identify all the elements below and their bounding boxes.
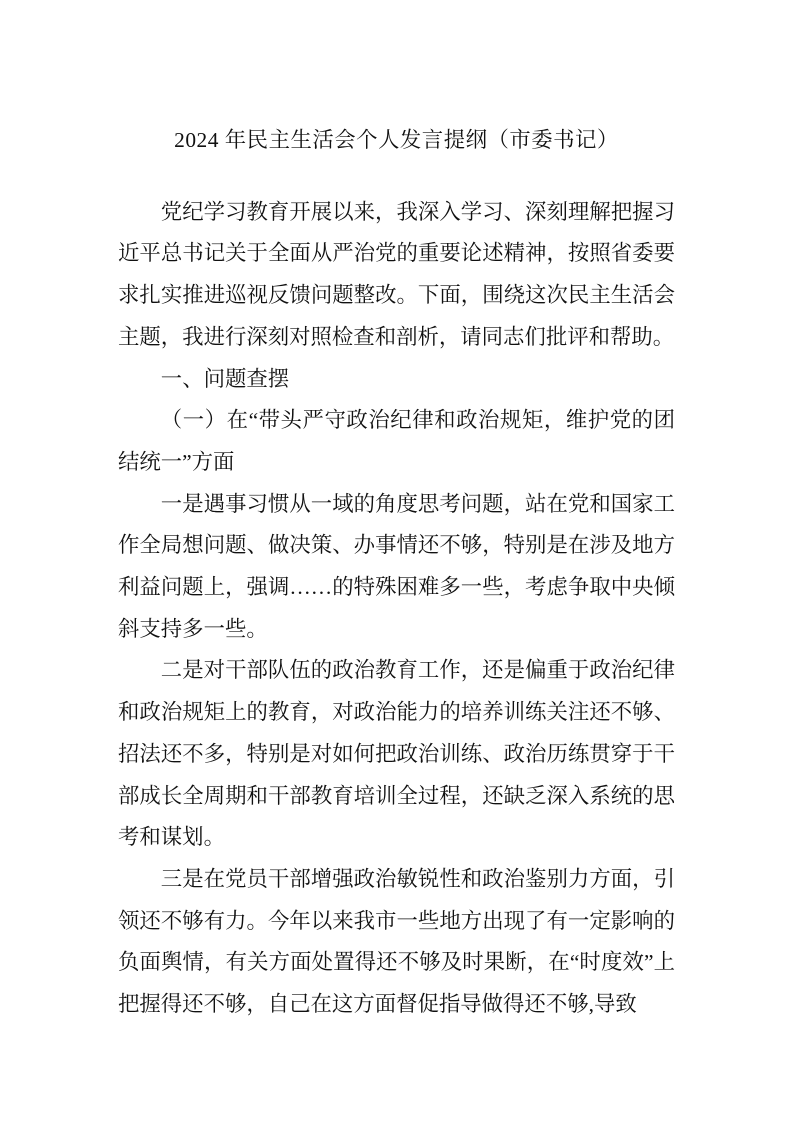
paragraph-intro: 党纪学习教育开展以来，我深入学习、深刻理解把握习近平总书记关于全面从严治党的重要论述精神，按照省委要求扎实推进巡视反馈问题整改。下面，围绕这次民主生活会主题，我进行深刻对照检查和剖析，请同志们批评和帮助。 [118,199,675,349]
subsection-heading-political-discipline: （一）在“带头严守政治纪律和政治规矩，维护党的团结统一”方面 [118,408,675,474]
document-title: 2024 年民主生活会个人发言提纲（市委书记） [174,128,619,152]
paragraph-issue-three: 三是在党员干部增强政治敏锐性和政治鉴别力方面，引领还不够有力。今年以来我市一些地方出现了有一定影响的负面舆情，有关方面处置得还不够及时果断，在“时度效”上把握得还不够，自己在这方面督促指导做得还不够,导致 [118,866,675,1017]
section-heading-problems: 一、问题查摆 [160,366,290,391]
paragraph-issue-one: 一是遇事习惯从一域的角度思考问题，站在党和国家工作全局想问题、做决策、办事情还不够，特别是在涉及地方利益问题上，强调……的特殊困难多一些，考虑争取中央倾斜支持多一些。 [118,491,675,641]
paragraph-issue-two: 二是对干部队伍的政治教育工作，还是偏重于政治纪律和政治规矩上的教育，对政治能力的培养训练关注还不够、招法还不多，特别是对如何把政治训练、政治历练贯穿于干部成长全周期和干部教育培训全过程，还缺乏深入系统的思考和谋划。 [118,658,675,850]
